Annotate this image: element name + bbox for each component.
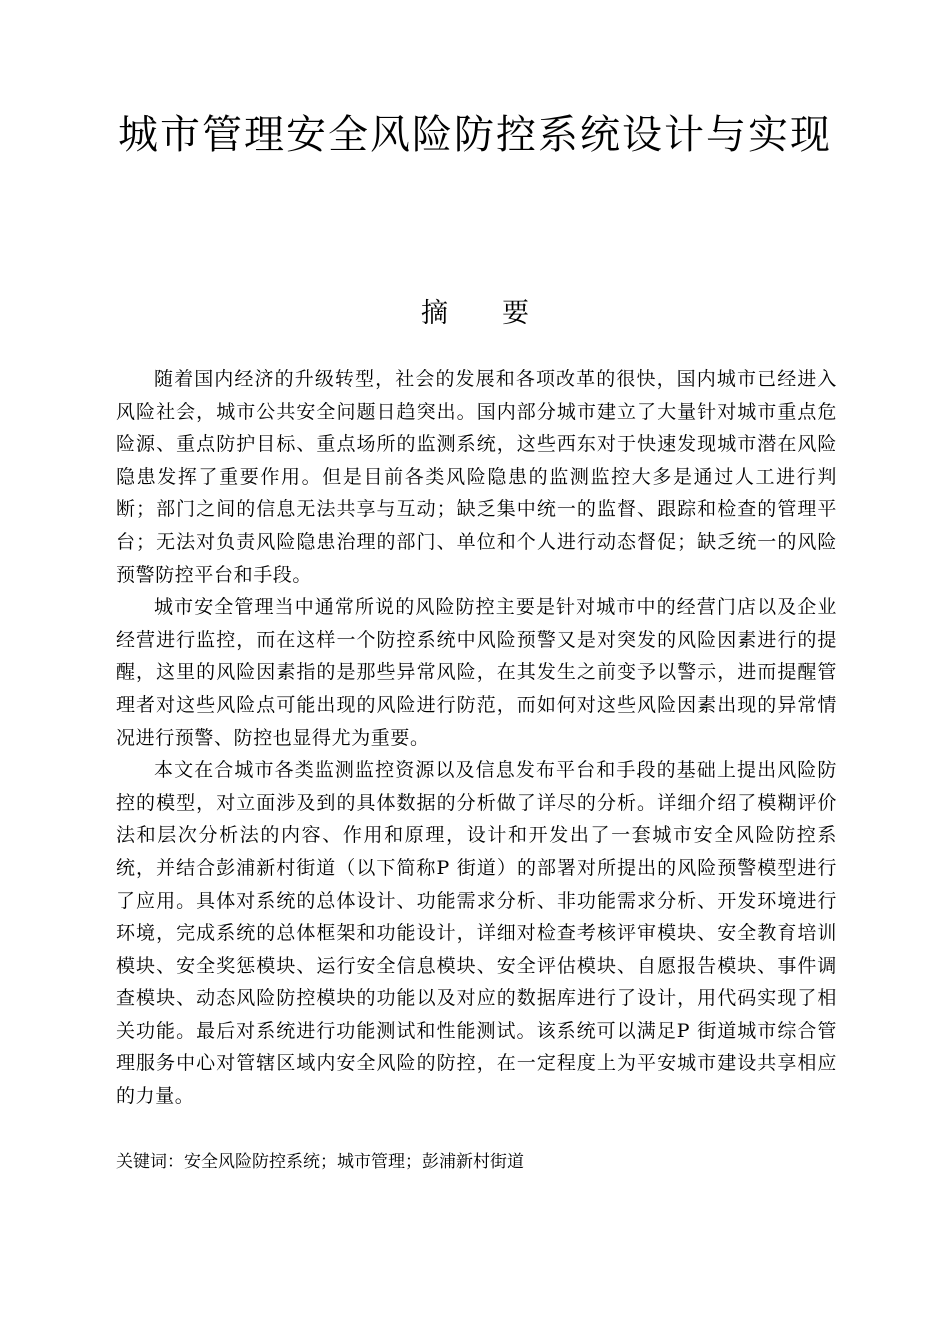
abstract-paragraph-2: 城市安全管理当中通常所说的风险防控主要是针对城市中的经营门店以及企业经营进行监控，而在这样一个防控系统中风险预警又是对突发的风险因素进行的提醒，这里的风险因素指的是那些异常风险，在其发生之前变予以警示，进而提醒管理者对这些风险点可能出现的风险进行防范，而如何对这些风险因素出现的异常情况进行预警、防控也显得尤为重要。 (116, 596, 837, 749)
keywords-line: 关键词：安全风险防控系统；城市管理；彭浦新村街道 (116, 1152, 524, 1172)
document-title: 城市管理安全风险防控系统设计与实现 (118, 112, 832, 158)
abstract-paragraph-1: 随着国内经济的升级转型，社会的发展和各项改革的很快，国内城市已经进入风险社会，城市公共安全问题日趋突出。国内部分城市建立了大量针对城市重点危险源、重点防护目标、重点场所的监测系统，这些西东对于快速发现城市潜在风险隐患发挥了重要作用。但是目前各类风险隐患的监测监控大多是通过人工进行判断；部门之间的信息无法共享与互动；缺乏集中统一的监督、跟踪和检查的管理平台；无法对负责风险隐患治理的部门、单位和个人进行动态督促；缺乏统一的风险预警防控平台和手段。 (116, 368, 837, 586)
abstract-heading-char-2: 要 (502, 298, 529, 329)
abstract-heading (0, 294, 950, 334)
abstract-paragraph-3: 本文在合城市各类监测监控资源以及信息发布平台和手段的基础上提出风险防控的模型，对立面涉及到的具体数据的分析做了详尽的分析。详细介绍了模糊评价法和层次分析法的内容、作用和原理，设计和开发出了一套城市安全风险防控系统，并结合彭浦新村街道（以下简称P 街道）的部署对所提出的风险预警模型进行了应用。具体对系统的总体设计、功能需求分析、非功能需求分析、开发环境进行环境，完成系统的总体框架和功能设计，详细对检查考核评审模块、安全教育培训模块、安全奖惩模块、运行安全信息模块、安全评估模块、自愿报告模块、事件调查模块、动态风险防控模块的功能以及对应的数据库进行了设计，用代码实现了相关功能。最后对系统进行功能测试和性能测试。该系统可以满足P 街道城市综合管理服务中心对管辖区域内安全风险的防控，在一定程度上为平安城市建设共享相应的力量。 (116, 759, 837, 1108)
abstract-heading-char-1: 摘 (421, 298, 448, 329)
abstract-body (116, 363, 837, 1113)
